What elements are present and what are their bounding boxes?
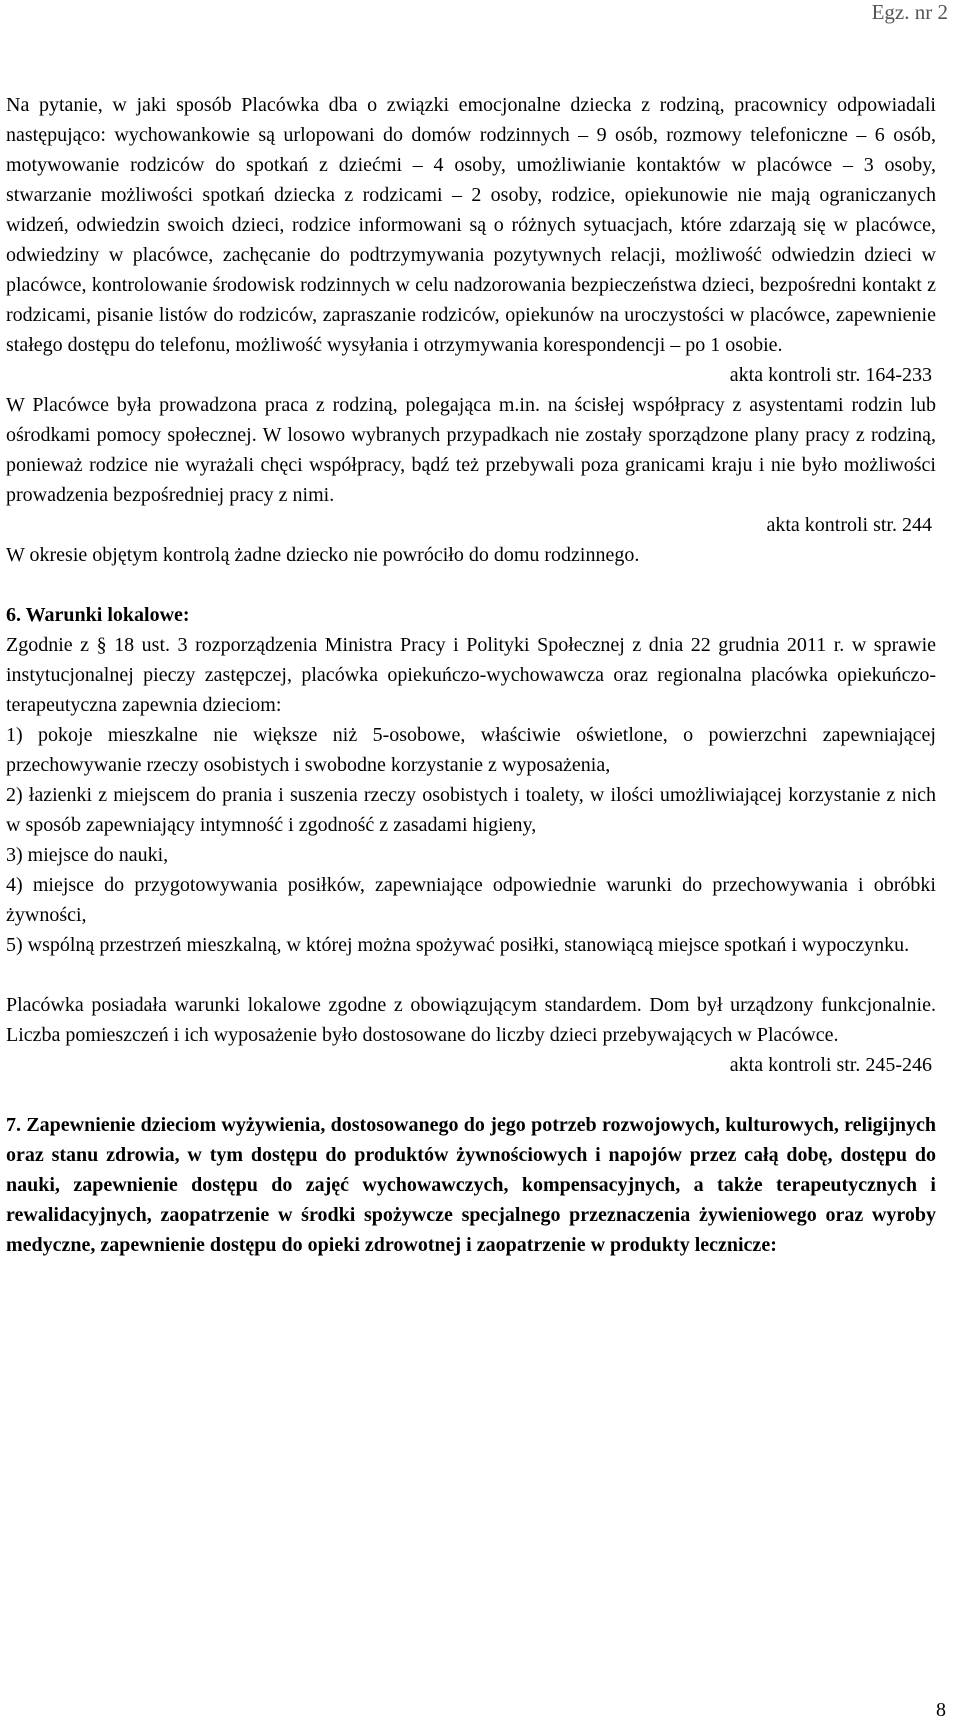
list-item: 2) łazienki z miejscem do prania i suszenia rzeczy osobistych i toalety, w ilości umożliwiającej korzystanie z nich w sposób zapewniający intymność i zgodność z zasadami higieny, [6, 784, 936, 836]
reference-note: akta kontroli str. 244 [766, 514, 932, 536]
spacer [6, 570, 936, 600]
page-number: 8 [936, 1699, 946, 1721]
list-item: 3) miejsce do nauki, [6, 844, 169, 866]
section-heading-nutrition: 7. Zapewnienie dzieciom wyżywienia, dostosowanego do jego potrzeb rozwojowych, kulturowych, religijnych oraz stanu zdrowia, w tym dostępu do produktów żywnościowych i napojów przez całą dobę, dostępu do nauki, zapewnienie dostępu do zajęć wychowawczych, kompensacyjnych, a także terapeutycznych i rewalidacyjnych, zaopatrzenie w środki spożywcze specjalnego przeznaczenia żywieniowego oraz wyroby medyczne, zapewnienie dostępu do opieki zdrowotnej i zaopatrzenie w produkty lecznicze: [6, 1114, 936, 1256]
paragraph-family-work: W Placówce była prowadzona praca z rodziną, polegająca m.in. na ścisłej współpracy z asystentami rodzin lub ośrodkami pomocy społecznej. W losowo wybranych przypadkach nie zostały sporządzone plany pracy z rodziną, ponieważ rodzice nie wyrażali chęci współpracy, bądź też przebywali poza granicami kraju i nie było możliwości prowadzenia bezpośredniej pracy z nimi. [6, 394, 936, 506]
document-body [6, 90, 936, 1260]
paragraph-return-home: W okresie objętym kontrolą żadne dziecko nie powróciło do domu rodzinnego. [6, 544, 640, 566]
paragraph-regulation-intro: Zgodnie z § 18 ust. 3 rozporządzenia Ministra Pracy i Polityki Społecznej z dnia 22 grudnia 2011 r. w sprawie instytucjonalnej pieczy zastępczej, placówka opiekuńczo-wychowawcza oraz regionalna placówka opiekuńczo-terapeutyczna zapewnia dzieciom: [6, 634, 936, 716]
spacer [6, 960, 936, 990]
spacer [6, 1080, 936, 1110]
copy-number-label: Egz. nr 2 [871, 0, 948, 24]
reference-note: akta kontroli str. 164-233 [729, 364, 932, 386]
list-item: 4) miejsce do przygotowywania posiłków, zapewniające odpowiednie warunki do przechowywania i obróbki żywności, [6, 874, 936, 926]
paragraph-family-contacts: Na pytanie, w jaki sposób Placówka dba o związki emocjonalne dziecka z rodziną, pracownicy odpowiadali następująco: wychowankowie są urlopowani do domów rodzinnych – 9 osób, rozmowy telefoniczne – 6 osób, motywowanie rodziców do spotkań z dziećmi – 4 osoby, umożliwianie kontaktów w placówce – 3 osoby, stwarzanie możliwości spotkań dziecka z rodzicami – 2 osoby, rodzice, opiekunowie nie mają ograniczanych widzeń, odwiedzin swoich dzieci, rodzice informowani są o różnych sytuacjach, które zdarzają się w placówce, odwiedziny w placówce, zachęcanie do podtrzymywania pozytywnych relacji, możliwość odwiedzin dzieci w placówce, kontrolowanie środowisk rodzinnych w celu nadzorowania bezpieczeństwa dzieci, bezpośredni kontakt z rodzicami, pisanie listów do rodziców, zapraszanie rodziców, opiekunów na uroczystości w placówce, zapewnienie stałego dostępu do telefonu, możliwość wysyłania i otrzymywania korespondencji – po 1 osobie. [6, 94, 936, 356]
list-item: 5) wspólną przestrzeń mieszkalną, w której można spożywać posiłki, stanowiącą miejsce spotkań i wypoczynku. [6, 934, 910, 956]
reference-note: akta kontroli str. 245-246 [729, 1054, 932, 1076]
paragraph-housing-conclusion: Placówka posiadała warunki lokalowe zgodne z obowiązującym standardem. Dom był urządzony funkcjonalnie. Liczba pomieszczeń i ich wyposażenie było dostosowane do liczby dzieci przebywających w Placówce. [6, 994, 936, 1046]
section-heading-housing: 6. Warunki lokalowe: [6, 604, 190, 626]
list-item: 1) pokoje mieszkalne nie większe niż 5-osobowe, właściwie oświetlone, o powierzchni zapewniającej przechowywanie rzeczy osobistych i swobodne korzystanie z wyposażenia, [6, 724, 936, 776]
